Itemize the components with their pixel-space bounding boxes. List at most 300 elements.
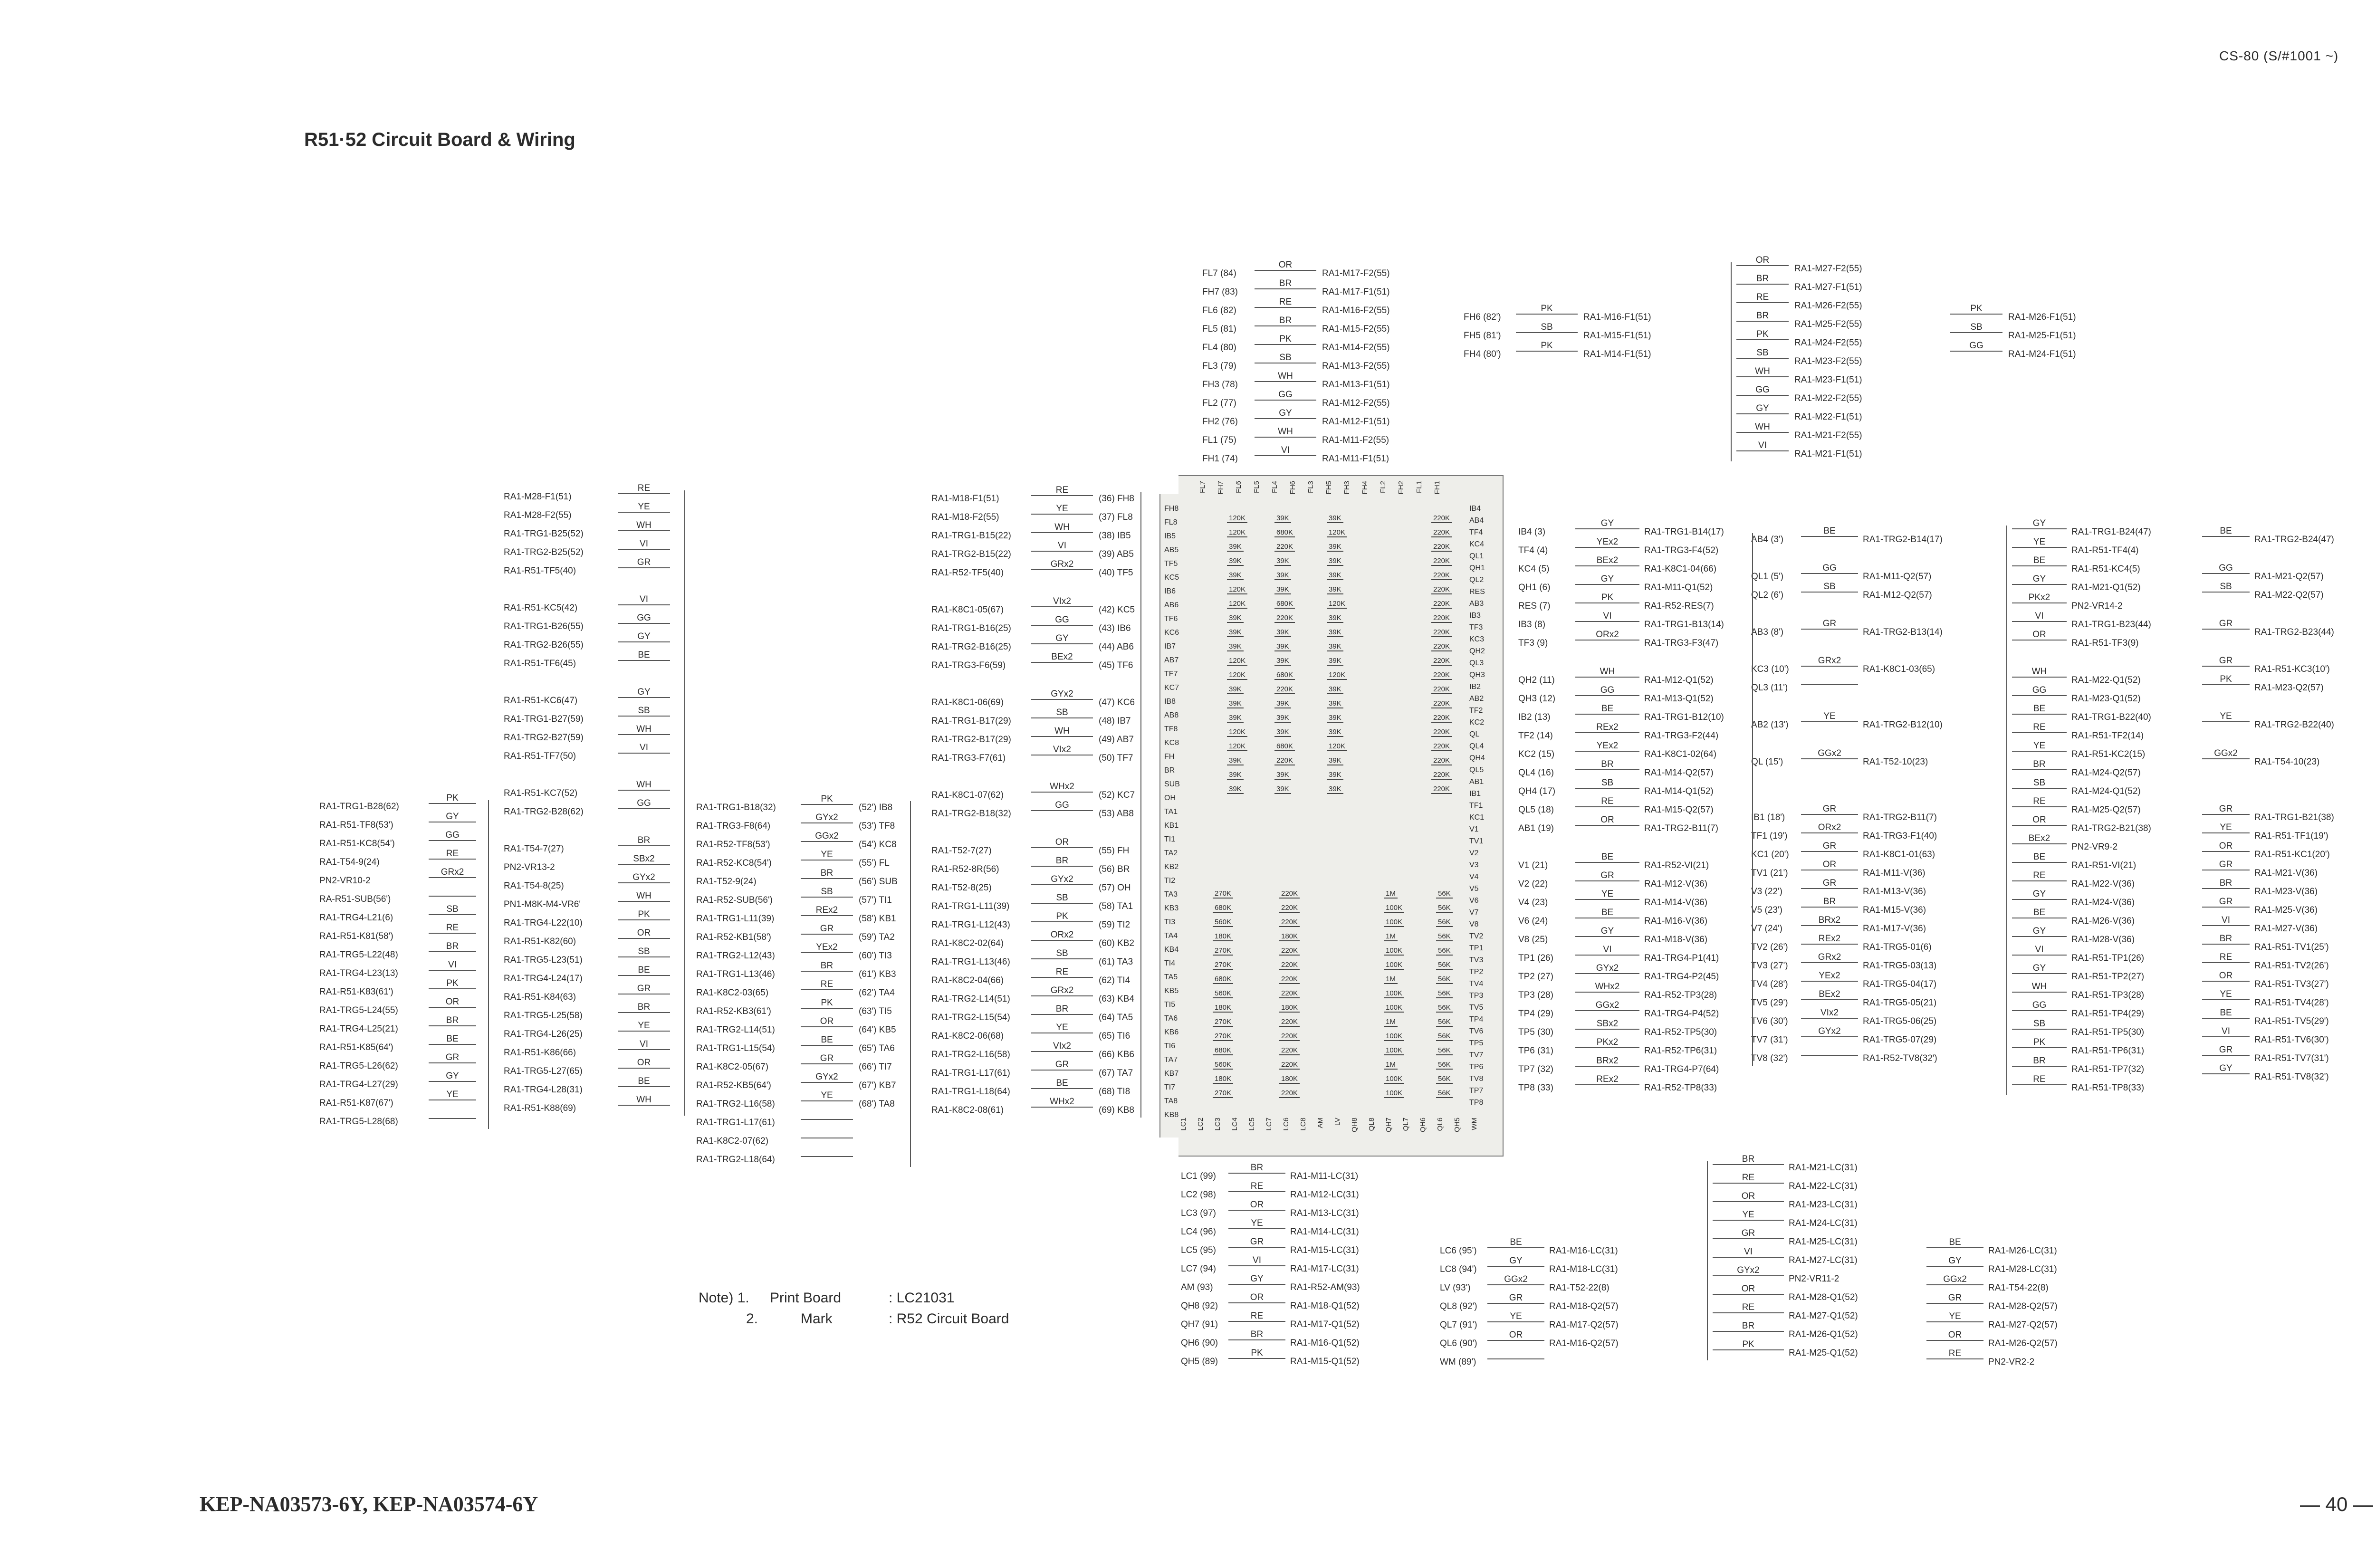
wire-line: [1575, 1084, 1639, 1085]
wire-line: [1575, 899, 1639, 900]
board-edge-label: TA1: [1164, 808, 1178, 816]
wire-line: [1713, 1164, 1784, 1165]
wire-terminal: FH7 (83): [1202, 287, 1238, 297]
wire-color-code: VI: [1058, 541, 1066, 551]
wire-color-code: ORx2: [1818, 822, 1841, 832]
wire-source-label: RA1-R51-K85(64'): [319, 1042, 393, 1052]
wire-color-code: GR: [2219, 656, 2233, 666]
wire-destination-label: RA1-M24-F2(55): [1794, 338, 1862, 348]
wire-source-label: RA1-TRG2-L16(58): [696, 1099, 775, 1109]
wire-terminal: QH7 (91): [1181, 1319, 1218, 1329]
wire-line: [1801, 981, 1858, 982]
wire-source-label: RA1-TRG2-B18(32): [931, 809, 1011, 819]
wire-terminal: QH2 (11): [1518, 675, 1555, 685]
wire-destination-label: RA1-R51-TP4(29): [2071, 1009, 2145, 1019]
wire-terminal: (64) TA5: [1099, 1013, 1133, 1023]
wire-terminal: V5 (23'): [1751, 905, 1782, 915]
wire-color-code: RE: [1601, 796, 1614, 806]
wire-color-code: GG: [637, 613, 651, 623]
wire-color-code: VIx2: [1053, 745, 1072, 755]
wire-terminal: TV2 (26'): [1751, 942, 1788, 952]
wire-source-label: RA1-TRG4-L26(25): [504, 1029, 583, 1039]
wire-line: [618, 882, 670, 883]
resistor: 39K: [1274, 514, 1291, 523]
board-edge-label: KB4: [1164, 946, 1179, 954]
wire-color-code: GGx2: [1595, 1000, 1619, 1010]
wire-source-label: RA1-K8C2-06(68): [931, 1031, 1004, 1041]
wire-terminal: FH6 (82'): [1464, 312, 1501, 322]
wire-color-code: BE: [446, 1034, 459, 1044]
resistor: 220K: [1274, 685, 1295, 694]
wire-color-code: YE: [2220, 711, 2232, 721]
wire-destination-label: RA1-M17-Q1(52): [1290, 1319, 1360, 1329]
wire-line: [1031, 810, 1093, 811]
wire-destination-label: RA1-TRG2-B23(44): [2254, 627, 2334, 637]
wire-line: [1031, 551, 1093, 552]
wire-terminal: V7 (24'): [1751, 924, 1782, 934]
wire-line: [1575, 621, 1639, 622]
wire-source-label: RA1-TRG4-L28(31): [504, 1085, 583, 1095]
board-edge-label: TV4: [1469, 980, 1484, 988]
wire-color-code: GG: [1969, 341, 1983, 351]
wire-destination-label: RA1-M25-F2(55): [1794, 319, 1862, 329]
board-edge-label: TP5: [1469, 1039, 1484, 1047]
wire-color-code: WHx2: [1050, 1097, 1074, 1107]
wire-color-code: RE: [637, 483, 651, 493]
wire-terminal: TV7 (31'): [1751, 1035, 1788, 1045]
wire-terminal: LC5 (95): [1181, 1245, 1216, 1255]
wire-color-code: GR: [1055, 1060, 1069, 1070]
wire-source-label: RA1-TRG2-B16(25): [931, 642, 1011, 652]
resistor: 220K: [1431, 614, 1452, 623]
board-edge-label: KB7: [1164, 1070, 1179, 1078]
wire-terminal: FL6 (82): [1202, 306, 1236, 316]
wire-terminal: TF1 (19'): [1751, 831, 1788, 841]
wire-source-label: RA1-R51-K87(67'): [319, 1098, 393, 1108]
resistor: 120K: [1227, 514, 1247, 523]
resistor: 39K: [1327, 657, 1343, 666]
board-edge-label: FH2: [1397, 481, 1405, 495]
wire-source-label: RA1-T52-8(25): [931, 883, 992, 893]
wire-color-code: GR: [2219, 1045, 2233, 1055]
wire-color-code: OR: [1055, 837, 1069, 847]
wire-line: [1575, 751, 1639, 752]
wire-line: [618, 1086, 670, 1087]
wire-color-code: VI: [2035, 945, 2044, 955]
wire-line: [2202, 999, 2250, 1000]
wire-source-label: RA1-T54-8(25): [504, 881, 564, 891]
resistor: 220K: [1431, 671, 1452, 680]
wire-color-code: GRx2: [1050, 985, 1074, 995]
wire-line: [2202, 1018, 2250, 1019]
wire-terminal: LC1 (99): [1181, 1171, 1216, 1181]
wire-line: [801, 1082, 853, 1083]
wire-line: [1031, 1107, 1093, 1108]
wire-color-code: VI: [2222, 915, 2230, 925]
wire-line: [618, 697, 670, 698]
wire-line: [1575, 714, 1639, 715]
wire-source-label: PN1-M8K-M4-VR6': [504, 899, 581, 909]
wire-color-code: BR: [1250, 1163, 1264, 1173]
board-edge-label: AB7: [1164, 656, 1179, 664]
wire-color-code: OR: [1278, 260, 1293, 270]
wire-color-code: GY: [1948, 1256, 1962, 1266]
board-edge-label: TP3: [1469, 992, 1484, 1000]
wire-source-label: RA1-TRG2-L14(51): [931, 994, 1010, 1004]
resistor: 220K: [1431, 742, 1452, 751]
wire-line: [1736, 284, 1789, 285]
resistor: 220K: [1431, 699, 1452, 708]
wire-source-label: RA1-R52-SUB(56'): [696, 895, 773, 905]
wire-color-code: YEx2: [1596, 537, 1619, 547]
wire-destination-label: RA1-R51-TF4(4): [2071, 545, 2139, 555]
wire-destination-label: RA1-TRG5-06(25): [1863, 1016, 1937, 1026]
wire-line: [2202, 592, 2250, 593]
wire-destination-label: RA1-M25-LC(31): [1789, 1237, 1858, 1247]
wire-color-code: YE: [638, 1021, 650, 1031]
wire-terminal: QL6 (90'): [1440, 1339, 1477, 1348]
resistor: 39K: [1274, 571, 1291, 580]
wire-destination-label: RA1-M15-V(36): [1863, 905, 1926, 915]
wire-source-label: RA1-R51-K82(60): [504, 937, 576, 947]
wire-line: [1228, 1321, 1285, 1322]
wire-line: [801, 934, 853, 935]
wire-terminal: QH4 (17): [1518, 786, 1556, 796]
wire-line: [2202, 1036, 2250, 1037]
wire-destination-label: RA1-M11-Q1(52): [1644, 583, 1713, 593]
wire-line: [429, 840, 476, 841]
resistor: 39K: [1327, 614, 1343, 623]
wire-destination-label: RA1-R51-TP5(30): [2071, 1027, 2145, 1037]
board-edge-label: FH8: [1164, 505, 1179, 513]
wire-destination-label: RA1-M11-LC(31): [1290, 1171, 1359, 1181]
wire-line: [2202, 981, 2250, 982]
board-edge-label: QH7: [1385, 1118, 1393, 1132]
wire-destination-label: RA1-TRG3-F3(47): [1644, 638, 1719, 648]
wire-bundle-line: [2006, 526, 2007, 1095]
wire-terminal: LC6 (95'): [1440, 1246, 1477, 1256]
wire-source-label: RA1-TRG1-L12(43): [931, 920, 1010, 930]
wire-line: [429, 970, 476, 971]
board-edge-label: FL4: [1271, 481, 1279, 493]
wire-terminal: LC3 (97): [1181, 1208, 1216, 1218]
wire-line: [2012, 640, 2067, 641]
page-number: — 40 —: [2300, 1493, 2374, 1515]
board-edge-label: QH4: [1469, 754, 1485, 762]
wire-color-code: GY: [1600, 574, 1614, 584]
wire-color-code: OR: [1741, 1191, 1755, 1201]
board-edge-label: V3: [1469, 861, 1479, 869]
wire-terminal: (43) IB6: [1099, 623, 1131, 633]
resistor: 680K: [1274, 528, 1295, 537]
wire-line: [1228, 1247, 1285, 1248]
resistor: 39K: [1227, 756, 1244, 765]
wire-line: [1713, 1331, 1784, 1332]
resistor: 39K: [1227, 614, 1244, 623]
wire-color-code: GR: [1822, 619, 1837, 629]
wire-source-label: RA1-K8C2-08(61): [931, 1105, 1004, 1115]
wire-destination-label: RA1-M27-LC(31): [1789, 1255, 1858, 1265]
wire-color-code: RE: [1279, 297, 1292, 307]
board-edge-label: FL8: [1164, 518, 1178, 526]
wire-line: [1487, 1303, 1544, 1304]
wire-source-label: RA1-TRG1-B17(29): [931, 716, 1011, 726]
resistor: 100K: [1384, 904, 1404, 913]
wire-line: [2012, 899, 2067, 900]
resistor: 220K: [1431, 585, 1452, 594]
resistor: 180K: [1213, 1004, 1233, 1013]
wire-color-code: GY: [1756, 403, 1769, 413]
board-edge-label: TI6: [1164, 1042, 1176, 1050]
resistor: 39K: [1327, 714, 1343, 723]
wire-line: [1031, 921, 1093, 922]
wire-terminal: QH8 (92): [1181, 1301, 1218, 1311]
wire-terminal: V6 (24): [1518, 916, 1548, 926]
wire-destination-label: RA1-M12-F2(55): [1322, 398, 1390, 408]
wire-terminal: QL8 (92'): [1440, 1301, 1477, 1311]
wire-terminal: FH3 (78): [1202, 380, 1238, 390]
wire-color-code: BE: [2033, 852, 2046, 862]
board-edge-label: TV2: [1469, 932, 1484, 940]
resistor: 220K: [1279, 947, 1300, 956]
wire-terminal: (59) TI2: [1099, 920, 1131, 930]
wire-terminal: QH6 (90): [1181, 1338, 1218, 1348]
resistor: 270K: [1213, 889, 1233, 899]
wire-terminal: FH4 (80'): [1464, 349, 1501, 359]
wire-line: [1031, 606, 1093, 607]
wire-source-label: RA1-K8C2-07(62): [696, 1136, 769, 1146]
resistor: 220K: [1279, 989, 1300, 998]
resistor: 220K: [1431, 642, 1452, 651]
wire-color-code: OR: [1948, 1330, 1962, 1340]
wire-line: [1031, 940, 1093, 941]
wire-color-code: PK: [1056, 911, 1068, 921]
wire-line: [618, 716, 670, 717]
wire-color-code: BR: [2033, 1056, 2046, 1066]
resistor: 100K: [1384, 1004, 1404, 1013]
wire-destination-label: RA1-M23-Q2(57): [2254, 683, 2324, 693]
wire-source-label: RA1-R51-KC6(47): [504, 696, 578, 706]
resistor: 39K: [1227, 714, 1244, 723]
wire-destination-label: RA1-M22-Q2(57): [2254, 590, 2324, 600]
wire-line: [2012, 992, 2067, 993]
wire-line: [1713, 1312, 1784, 1313]
wire-color-code: BR: [2033, 759, 2046, 769]
wire-terminal: (52) KC7: [1099, 790, 1135, 800]
wire-terminal: TP3 (28): [1518, 990, 1553, 1000]
wire-line: [618, 1105, 670, 1106]
wire-terminal: FL5 (81): [1202, 324, 1236, 334]
wire-line: [801, 1063, 853, 1064]
wire-line: [1950, 351, 2002, 352]
board-edge-label: TA3: [1164, 890, 1178, 899]
wire-terminal: (66') TI7: [859, 1062, 892, 1072]
board-edge-label: TF3: [1469, 623, 1483, 631]
board-edge-label: TF4: [1469, 528, 1483, 536]
wire-line: [1228, 1173, 1285, 1174]
resistor: 39K: [1327, 557, 1343, 566]
wire-color-code: RE: [2033, 1074, 2046, 1084]
board-edge-label: V1: [1469, 825, 1479, 833]
board-edge-label: AB2: [1469, 695, 1484, 703]
wire-source-label: RA1-R52-TF5(40): [931, 568, 1004, 578]
wire-color-code: BE: [821, 1035, 833, 1045]
resistor: 220K: [1274, 614, 1295, 623]
wire-terminal: (68') TA8: [859, 1099, 895, 1109]
wire-color-code: OR: [637, 1058, 651, 1068]
resistor: 120K: [1327, 671, 1347, 680]
wire-color-code: GYx2: [815, 1072, 838, 1082]
wire-terminal: TF2 (14): [1518, 731, 1553, 741]
wire-line: [618, 567, 670, 568]
resistor: 100K: [1384, 989, 1404, 998]
wire-line: [1801, 684, 1858, 685]
wire-source-label: RA1-T52-7(27): [931, 846, 992, 856]
wire-terminal: IB1 (18'): [1751, 813, 1785, 822]
wire-line: [1713, 1238, 1784, 1239]
wire-destination-label: RA1-M11-F2(55): [1322, 435, 1389, 445]
wire-terminal: (57') TI1: [859, 895, 892, 905]
wire-line: [429, 1118, 476, 1119]
board-edge-label: FL6: [1235, 481, 1243, 493]
wire-source-label: RA1-R51-KC5(42): [504, 603, 578, 613]
wire-line: [429, 803, 476, 804]
wire-line: [1926, 1303, 1983, 1304]
wire-color-code: GR: [2219, 619, 2233, 629]
wire-terminal: (38) IB5: [1099, 531, 1131, 541]
board-edge-label: KB2: [1164, 863, 1179, 871]
wire-color-code: GG: [1278, 390, 1293, 400]
wire-source-label: RA1-TRG1-L13(46): [696, 969, 775, 979]
wire-color-code: GG: [2032, 685, 2047, 695]
wire-destination-label: RA1-TRG1-B12(10): [1644, 712, 1724, 722]
wire-line: [1575, 565, 1639, 566]
wire-color-code: GG: [2032, 1000, 2047, 1010]
wire-line: [1575, 806, 1639, 807]
wire-destination-label: RA1-M14-F1(51): [1583, 349, 1651, 359]
resistor: 560K: [1213, 989, 1233, 998]
board-edge-label: V7: [1469, 908, 1479, 917]
board-edge-label: AB6: [1164, 601, 1179, 609]
wire-color-code: GY: [1509, 1256, 1523, 1266]
resistor: 270K: [1213, 947, 1233, 956]
wire-color-code: BE: [1601, 908, 1614, 918]
resistor: 39K: [1327, 685, 1343, 694]
wire-line: [618, 512, 670, 513]
wire-source-label: RA1-TRG3-F8(64): [696, 821, 771, 831]
wire-line: [1575, 955, 1639, 956]
wire-color-code: GR: [2219, 860, 2233, 870]
board-edge-label: BR: [1164, 766, 1175, 774]
wire-line: [801, 952, 853, 953]
board-edge-label: TI4: [1164, 959, 1176, 967]
wire-source-label: RA1-TRG1-L11(39): [696, 914, 775, 924]
wire-color-code: YE: [1601, 889, 1614, 899]
resistor: 120K: [1327, 528, 1347, 537]
wire-terminal: QL4 (16): [1518, 768, 1554, 778]
wire-line: [618, 845, 670, 846]
wire-destination-label: RA1-M27-Q2(57): [1988, 1320, 2058, 1330]
wire-color-code: BR: [820, 868, 834, 878]
wire-destination-label: RA1-K8C1-02(64): [1644, 749, 1717, 759]
wire-color-code: BEx2: [2028, 833, 2050, 843]
wire-terminal: TP7 (32): [1518, 1064, 1553, 1074]
wire-color-code: GY: [2032, 518, 2046, 528]
board-edge-label: LC4: [1231, 1118, 1239, 1131]
wire-terminal: V4 (23): [1518, 898, 1548, 908]
wire-terminal: QH1 (6): [1518, 583, 1551, 593]
board-edge-label: KB3: [1164, 904, 1179, 912]
wire-line: [1575, 1010, 1639, 1011]
board-edge-label: AB3: [1469, 600, 1484, 608]
note-item-1: Print Board: [770, 1290, 842, 1306]
wire-destination-label: RA1-R51-VI(21): [2071, 860, 2136, 870]
wire-color-code: SB: [638, 947, 650, 956]
wire-color-code: VI: [1758, 440, 1767, 450]
wire-color-code: BRx2: [1818, 915, 1841, 925]
wire-line: [1950, 332, 2002, 333]
wire-bundle-line: [910, 801, 911, 1167]
wire-color-code: YE: [821, 850, 833, 860]
wire-color-code: YEx2: [1596, 741, 1619, 751]
wire-source-label: RA1-R51-K88(69): [504, 1103, 576, 1113]
wire-source-label: RA1-TRG1-L17(61): [696, 1118, 775, 1128]
wire-terminal: AB3 (8'): [1751, 627, 1784, 637]
resistor: 100K: [1384, 947, 1404, 956]
wire-color-code: OR: [1600, 815, 1614, 825]
resistor: 120K: [1227, 528, 1247, 537]
wire-terminal: (55') FL: [859, 858, 890, 868]
wire-line: [1801, 536, 1858, 537]
wire-terminal: IB3 (8): [1518, 620, 1546, 630]
wire-terminal: (36) FH8: [1099, 494, 1134, 504]
board-edge-label: KC5: [1164, 574, 1179, 582]
resistor: 680K: [1213, 1046, 1233, 1055]
wire-destination-label: RA1-M28-Q1(52): [1789, 1292, 1858, 1302]
wire-source-label: RA1-T54-9(24): [319, 857, 380, 867]
model-number: CS-80 (S/#1001 ~): [2219, 48, 2339, 63]
wire-color-code: GRx2: [441, 867, 464, 877]
wire-color-code: GRx2: [1050, 559, 1074, 569]
wire-destination-label: RA1-R51-KC2(15): [2071, 749, 2146, 759]
wire-destination-label: RA1-R51-TP7(32): [2071, 1064, 2145, 1074]
wire-destination-label: RA1-TRG5-07(29): [1863, 1035, 1937, 1045]
board-edge-label: WM: [1470, 1118, 1478, 1130]
wire-line: [801, 804, 853, 805]
board-edge-label: TA2: [1164, 849, 1178, 857]
wire-destination-label: RA1-M15-Q2(57): [1644, 805, 1714, 815]
wire-color-code: GYx2: [632, 872, 655, 882]
wire-source-label: RA1-K8C2-05(67): [696, 1062, 769, 1072]
wire-color-code: WH: [636, 780, 651, 790]
wire-line: [1575, 862, 1639, 863]
wire-line: [2012, 751, 2067, 752]
wire-line: [1801, 592, 1858, 593]
wire-color-code: BE: [1601, 704, 1614, 714]
wire-color-code: VI: [640, 1039, 648, 1049]
wire-line: [2012, 714, 2067, 715]
resistor: 180K: [1213, 932, 1233, 941]
board-edge-label: IB2: [1469, 683, 1481, 691]
wire-destination-label: RA1-R51-TV2(26'): [2254, 961, 2329, 971]
resistor: 39K: [1274, 728, 1291, 737]
wire-source-label: RA1-R52-KB3(61'): [696, 1006, 771, 1016]
wire-line: [2012, 1029, 2067, 1030]
wire-line: [1801, 999, 1858, 1000]
wire-line: [1255, 418, 1316, 419]
wire-source-label: RA1-TRG2-B17(29): [931, 735, 1011, 745]
resistor: 39K: [1274, 714, 1291, 723]
